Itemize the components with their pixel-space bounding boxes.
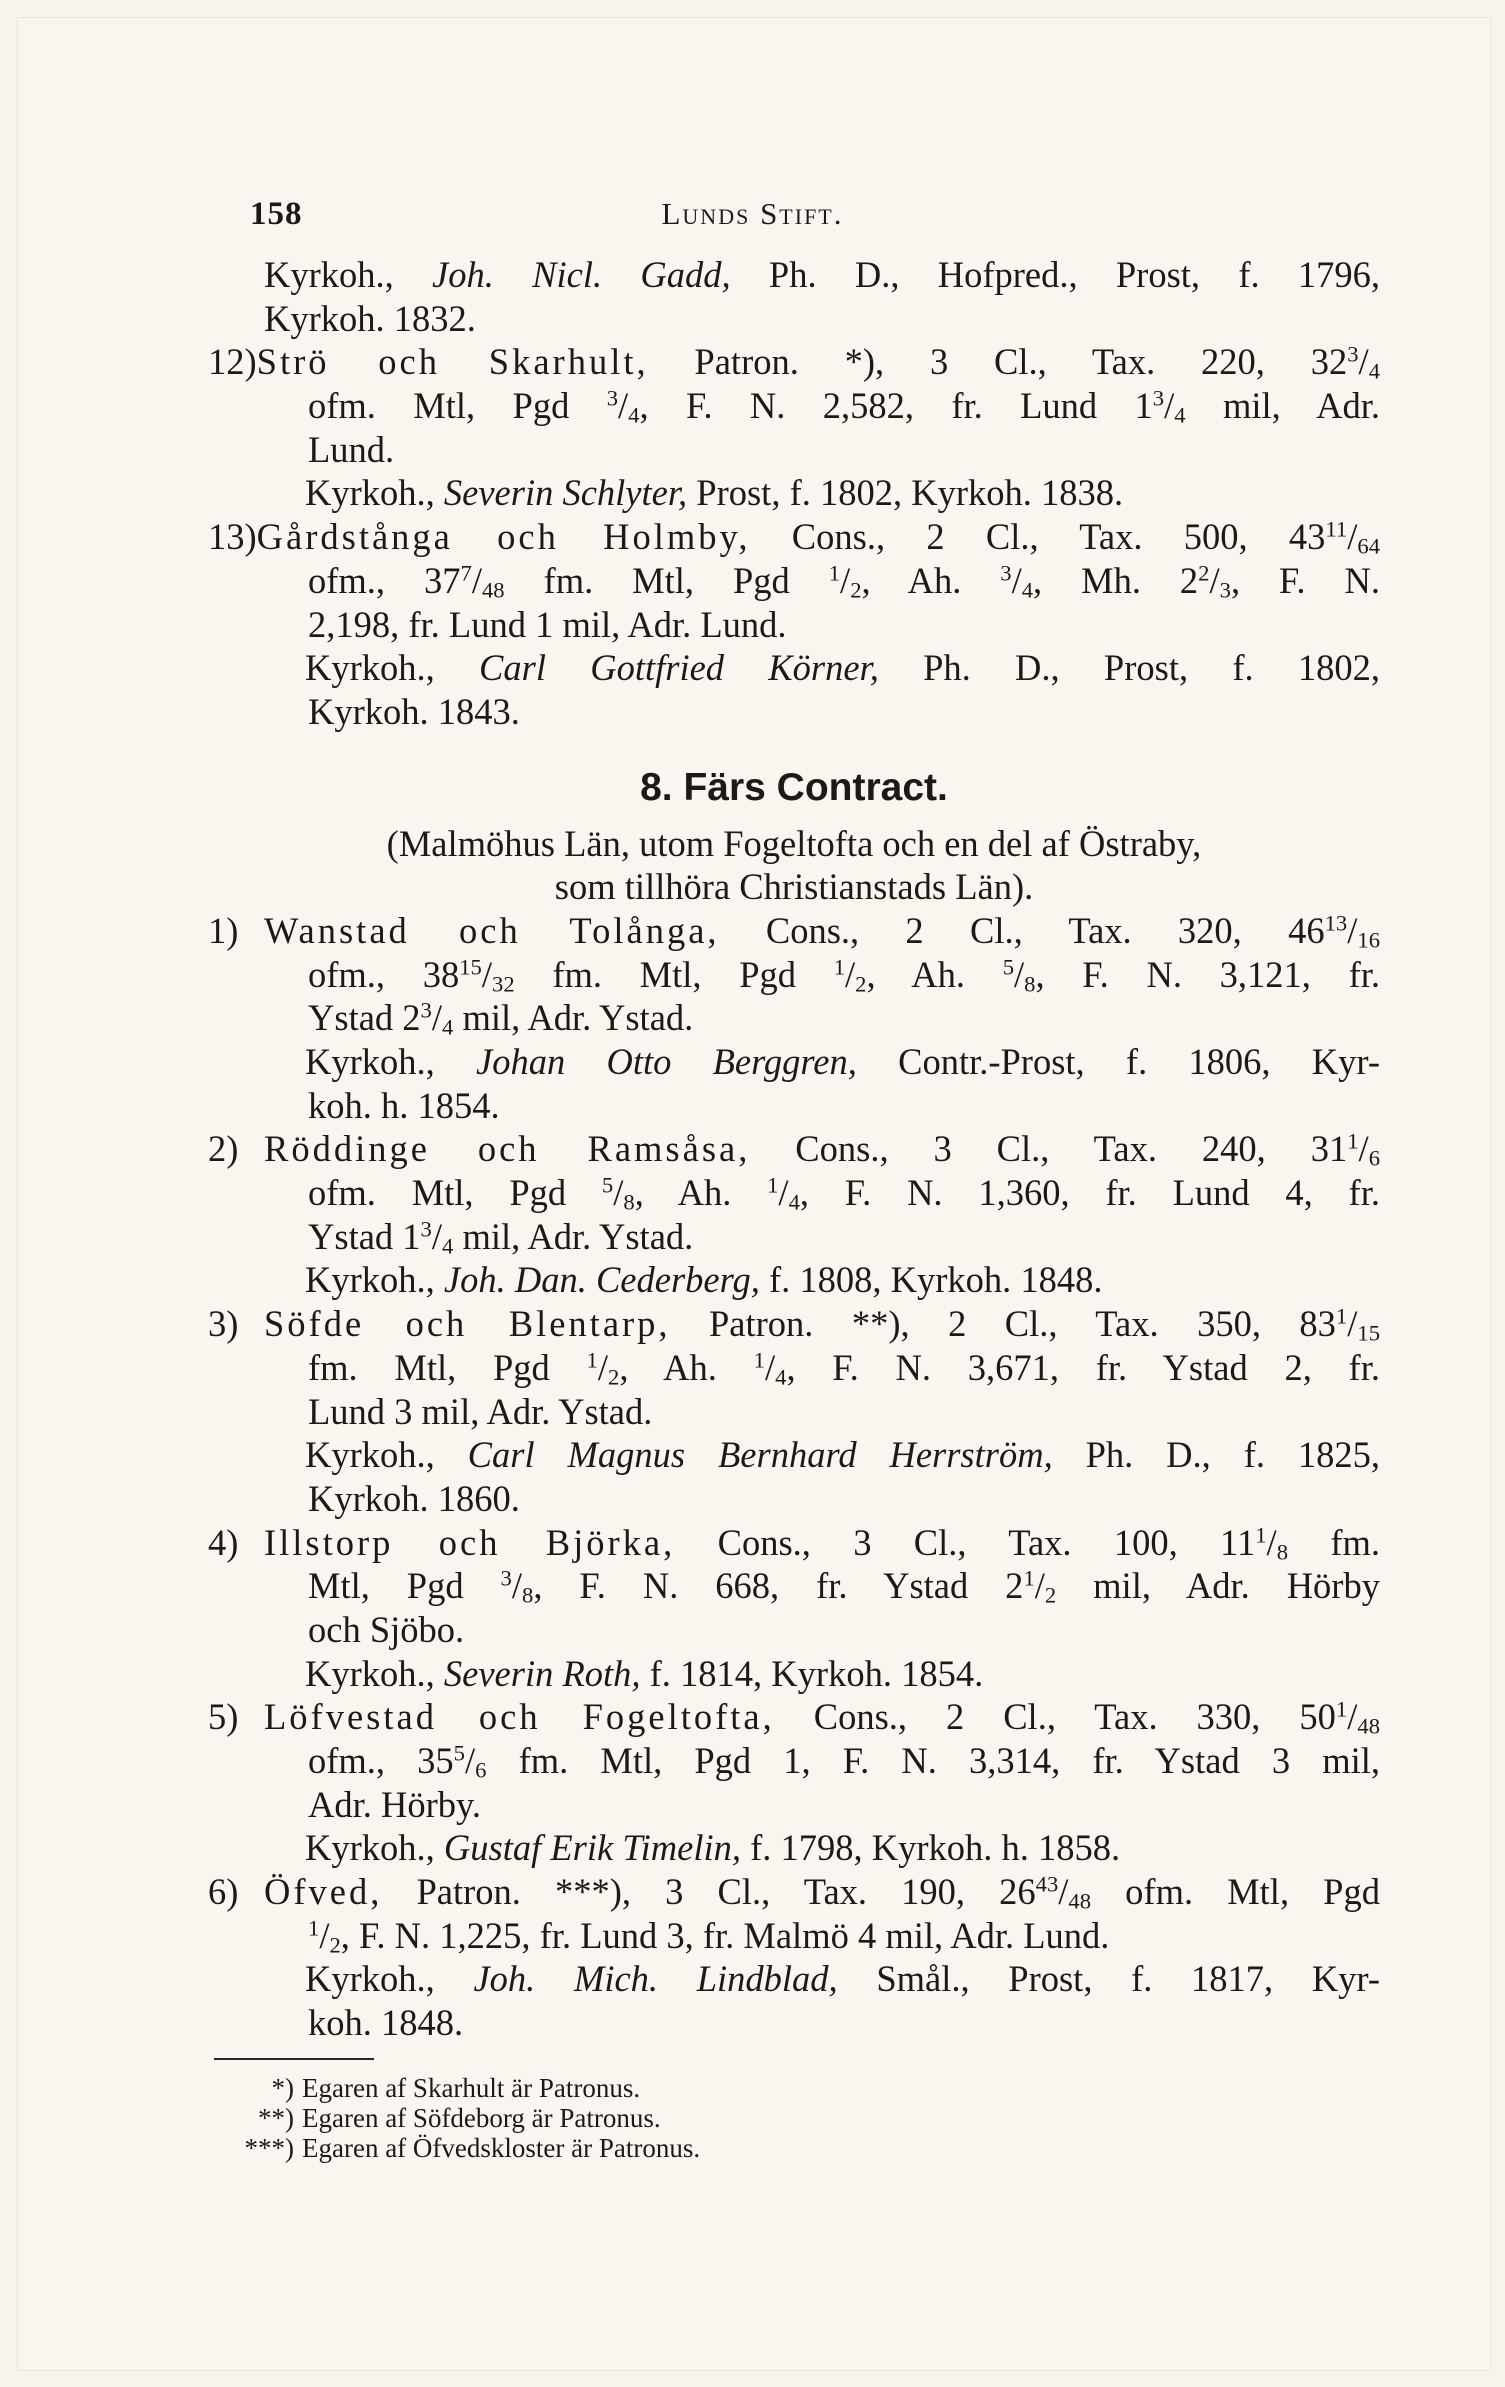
text-line: och Sjöbo. xyxy=(308,1608,465,1650)
person-name: Gustaf Erik Timelin, xyxy=(443,1827,741,1869)
text-line: Kyrkoh., Severin Schlyter, Prost, f. 1802, Kyrkoh. 1838. xyxy=(305,472,1124,514)
text-line: Ystad $1^3/_4$ mil, Adr. Ystad. xyxy=(308,1215,694,1259)
entry-number: 5) xyxy=(208,1696,239,1738)
list-item: 1) Wanstad och Tolånga, Cons., 2 Cl., Tax. 320, $46^{13}/_{16}$ xyxy=(208,909,1381,953)
text-line: Kyrkoh. 1832. xyxy=(264,297,476,339)
list-item: 2) Röddinge och Ramsåsa, Cons., 3 Cl., Tax. 240, $31^1/_6$ xyxy=(208,1128,1380,1171)
text-line: ofm., $38^{15}/_{32}$ fm. Mtl, Pgd $^1/_2$, Ah. $^5/_8$, F. N. 3,121, fr. xyxy=(308,953,1380,997)
person-name: Carl Gottfried Körner, xyxy=(479,647,879,689)
entry-number: 3) xyxy=(208,1303,239,1345)
footnote-divider xyxy=(214,2058,374,2060)
list-item: 5) Löfvestad och Fogeltofta, Cons., 2 Cl., Tax. 330, $50^1/_{48}$ xyxy=(208,1696,1380,1739)
text-line: 2,198, fr. Lund 1 mil, Adr. Lund. xyxy=(308,603,787,645)
footnote: *) Egaren af Skarhult är Patronus. xyxy=(271,2073,641,2103)
list-item: 12)Strö och Skarhult, Patron. *), 3 Cl., Tax. 220, $32^3/_4$ xyxy=(208,341,1380,384)
person-name: Joh. Dan. Cederberg, xyxy=(443,1259,760,1301)
footnote: ***) Egaren af Öfvedskloster är Patronus. xyxy=(244,2133,701,2163)
entry-number: 6) xyxy=(208,1871,239,1913)
person-name: Joh. Mich. Lindblad, xyxy=(473,1958,838,2000)
text-line: Adr. Hörby. xyxy=(308,1783,482,1825)
parish-name: Strö och Skarhult, xyxy=(256,341,649,383)
parish-name: Röddinge och Ramsåsa, xyxy=(264,1128,751,1170)
text-line: Mtl, Pgd $^3/_8$, F. N. 668, fr. Ystad $2^1/_2$ mil, Adr. Hörby xyxy=(308,1565,1380,1608)
section-intro: som tillhöra Christianstads Län). xyxy=(554,866,1034,908)
person-name: Severin Roth, xyxy=(443,1652,641,1694)
parish-name: Söfde och Blentarp, xyxy=(264,1303,671,1345)
parish-name: Löfvestad och Fogeltofta, xyxy=(264,1696,775,1738)
text-line: Kyrkoh., Joh. Mich. Lindblad, Smål., Prost, f. 1817, Kyr- xyxy=(305,1958,1381,2000)
person-name: Johan Otto Berggren, xyxy=(476,1041,857,1082)
person-name: Carl Magnus Bernhard Herrström, xyxy=(467,1434,1053,1476)
text-line: Kyrkoh., Joh. Nicl. Gadd, Ph. D., Hofpred., Prost, f. 1796, xyxy=(264,254,1381,295)
parish-name: Wanstad och Tolånga, xyxy=(264,909,720,951)
text-line: Kyrkoh., Severin Roth, f. 1814, Kyrkoh. 1854. xyxy=(305,1652,984,1694)
text-line: Kyrkoh., Carl Magnus Bernhard Herrström, Ph. D., f. 1825, xyxy=(305,1434,1380,1476)
text-line: Lund. xyxy=(308,428,395,470)
section-intro: (Malmöhus Län, utom Fogeltofta och en del af Östraby, xyxy=(386,822,1202,864)
page-number: 158 xyxy=(250,196,303,232)
list-item: 3) Söfde och Blentarp, Patron. **), 2 Cl., Tax. 350, $83^1/_{15}$ xyxy=(208,1303,1380,1346)
text-line: $^1/_2$, F. N. 1,225, fr. Lund 3, fr. Malmö 4 mil, Adr. Lund. xyxy=(308,1914,1110,1958)
list-item: 4) Illstorp och Björka, Cons., 3 Cl., Tax. 100, $11^1/_8$ fm. xyxy=(208,1521,1380,1565)
text-line: fm. Mtl, Pgd $^1/_2$, Ah. $^1/_4$, F. N. 3,671, fr. Ystad 2, fr. xyxy=(308,1346,1380,1390)
page-body xyxy=(208,253,1380,2045)
entry-number: 2) xyxy=(208,1128,239,1170)
section-heading: 8. Färs Contract. xyxy=(640,765,948,809)
text-line: Kyrkoh. 1860. xyxy=(308,1477,520,1519)
text-line: Kyrkoh., Joh. Dan. Cederberg, f. 1808, Kyrkoh. 1848. xyxy=(305,1259,1103,1301)
text-line: koh. h. 1854. xyxy=(308,1084,500,1126)
text-line: Kyrkoh., Carl Gottfried Körner, Ph. D., Prost, f. 1802, xyxy=(305,647,1381,689)
footnotes xyxy=(236,2073,1136,2163)
entry-number: 12) xyxy=(208,341,257,383)
parish-name: Gårdstånga och Holmby, xyxy=(256,516,751,558)
text-line: ofm., $37^7/_{48}$ fm. Mtl, Pgd $^1/_2$, Ah. $^3/_4$, Mh. $2^2/_3$, F. N. xyxy=(308,559,1380,603)
text-line: Kyrkoh. 1843. xyxy=(308,690,520,732)
person-name: Severin Schlyter, xyxy=(443,472,688,514)
text-line: Ystad $2^3/_4$ mil, Adr. Ystad. xyxy=(308,997,694,1040)
list-item: 13)Gårdstånga och Holmby, Cons., 2 Cl., Tax. 500, $43^{11}/_{64}$ xyxy=(208,516,1380,559)
text-line: Lund 3 mil, Adr. Ystad. xyxy=(308,1390,653,1432)
text-line: ofm. Mtl, Pgd $^3/_4$, F. N. 2,582, fr. Lund $1^3/_4$ mil, Adr. xyxy=(308,385,1380,428)
list-item: 6) Öfved, Patron. ***), 3 Cl., Tax. 190, $26^{43}/_{48}$ ofm. Mtl, Pgd xyxy=(208,1871,1380,1914)
entry-number: 1) xyxy=(208,909,239,951)
footnote: **) Egaren af Söfdeborg är Patronus. xyxy=(258,2103,661,2133)
text-line: Kyrkoh., Johan Otto Berggren, Contr.-Prost, f. 1806, Kyr- xyxy=(305,1041,1380,1082)
entry-number: 4) xyxy=(208,1521,239,1563)
text-line: ofm., $35^5/_6$ fm. Mtl, Pgd 1, F. N. 3,314, fr. Ystad 3 mil, xyxy=(308,1740,1380,1783)
text-line: Kyrkoh., Gustaf Erik Timelin, f. 1798, Kyrkoh. h. 1858. xyxy=(305,1827,1121,1869)
text-line: koh. 1848. xyxy=(308,2002,464,2044)
entry-number: 13) xyxy=(208,516,257,558)
page-header xyxy=(0,196,1505,246)
running-title: Lunds Stift. xyxy=(661,196,844,231)
parish-name: Illstorp och Björka, xyxy=(264,1521,676,1563)
text-line: ofm. Mtl, Pgd $^5/_8$, Ah. $^1/_4$, F. N. 1,360, fr. Lund 4, fr. xyxy=(308,1172,1380,1215)
parish-name: Öfved, xyxy=(264,1871,383,1913)
